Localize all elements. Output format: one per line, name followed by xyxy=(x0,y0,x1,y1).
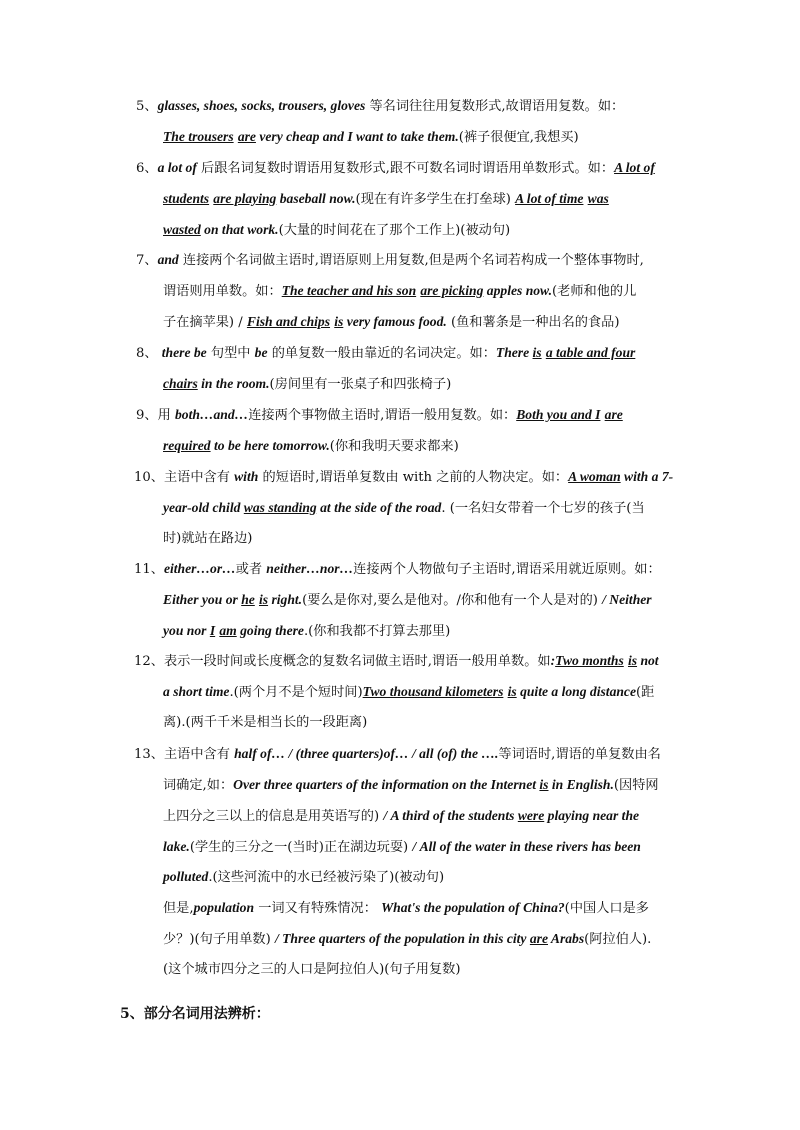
text-run: 离).(两千千米是相当长的一段距离) xyxy=(163,715,368,730)
text-run: Two thousand kilometers xyxy=(362,684,504,699)
text-run: are xyxy=(529,931,548,946)
text-run: year-old child xyxy=(163,500,244,515)
text-run: (因特网 xyxy=(613,778,659,793)
text-run: wasted xyxy=(163,222,201,237)
text-run: What's the population of China? xyxy=(381,900,565,915)
text-run: .(你和我都不打算去那里) xyxy=(303,624,451,639)
text-run: is xyxy=(539,777,549,792)
text-run: in the room. xyxy=(197,376,270,391)
item-8-line-2 xyxy=(163,375,451,394)
item-5-line-2 xyxy=(163,128,579,147)
text-run: Arabs xyxy=(548,931,585,946)
text-run: very cheap and I want to take them. xyxy=(255,129,459,144)
text-run: were xyxy=(517,808,545,823)
text-run: right. xyxy=(268,592,303,607)
text-run: are playing xyxy=(213,191,277,206)
text-run: 连接两个事物做主语时,谓语一般用复数。如： xyxy=(248,408,517,423)
text-run: 连接两个人物做句子主语时,谓语采用就近原则。如： xyxy=(353,562,661,577)
text-run: 时)就站在路边) xyxy=(163,531,253,546)
text-run: (大量的时间花在了那个工作上)(被动句) xyxy=(278,223,511,238)
item-10-line-3 xyxy=(163,530,252,548)
item-5-line-1 xyxy=(136,97,624,116)
text-run: .(两个月不是个短时间) xyxy=(229,685,363,700)
item-6-line-3 xyxy=(163,221,510,240)
text-run: with a 7- xyxy=(620,469,674,484)
item-10-line-1 xyxy=(134,468,673,487)
item-7-line-2 xyxy=(163,282,636,301)
text-run: is xyxy=(258,592,269,607)
text-run: to be here tomorrow. xyxy=(210,438,330,453)
text-run: / Three quarters of the population in this city xyxy=(274,931,530,946)
text-run: lake. xyxy=(163,839,190,854)
text-run: 词确定,如： xyxy=(163,778,234,793)
text-run: I xyxy=(209,623,216,638)
item-7-line-1 xyxy=(136,251,644,270)
item-12-line-3 xyxy=(163,714,367,732)
text-run: 7、 xyxy=(136,253,158,268)
item-8-line-1 xyxy=(136,344,635,363)
text-run: . (一名妇女带着一个七岁的孩子(当 xyxy=(441,501,645,516)
text-run: 5、 xyxy=(136,99,158,114)
text-run: 9、用 xyxy=(136,408,175,423)
text-run: A woman xyxy=(568,469,621,484)
text-run: population xyxy=(193,900,255,915)
text-run: There xyxy=(495,345,533,360)
text-run: Either you or xyxy=(163,592,242,607)
text-run: (阿拉伯人). xyxy=(584,932,652,947)
text-run: : xyxy=(550,653,556,668)
item-7-line-3 xyxy=(163,313,620,332)
text-run: 11、 xyxy=(134,562,164,577)
item-13-line-5 xyxy=(163,868,444,887)
text-run: (老师和他的儿 xyxy=(552,284,637,299)
text-run: (你和我明天要求都来) xyxy=(329,439,459,454)
text-run: 6、 xyxy=(136,161,158,176)
text-run: 谓语则用单数。如： xyxy=(163,284,282,299)
text-run: both…and… xyxy=(174,407,249,422)
text-run: you nor xyxy=(163,623,210,638)
text-run: A lot of time xyxy=(515,191,584,206)
text-run: (这个城市四分之三的人口是阿拉伯人)(句子用复数) xyxy=(163,962,461,977)
text-run: very famous food. xyxy=(343,314,447,329)
text-run: is xyxy=(334,314,344,329)
text-run: 8、 xyxy=(136,346,162,361)
text-run: is xyxy=(507,684,517,699)
text-run: playing near the xyxy=(544,808,640,823)
text-run: baseball now. xyxy=(276,191,356,206)
text-run: 后跟名词复数时谓语用复数形式,跟不可数名词时谓语用单数形式。如： xyxy=(196,161,615,176)
item-6-line-2 xyxy=(163,190,609,209)
text-run: 少？)(句子用单数) xyxy=(163,932,275,947)
text-run: 或者 xyxy=(235,562,267,577)
text-run: am xyxy=(219,623,237,638)
text-run: is xyxy=(532,345,542,360)
text-run: 的短语时,谓语单复数由 with 之前的人物决定。如： xyxy=(258,470,569,485)
text-run: 一词又有特殊情况： xyxy=(254,901,382,916)
text-run: 但是, xyxy=(163,901,194,916)
text-run: in English. xyxy=(548,777,614,792)
text-run: at the side of the road xyxy=(316,500,442,515)
text-run: chairs xyxy=(163,376,198,391)
text-run: half of… / (three quarters)of… / all (of) the …. xyxy=(234,746,499,761)
text-run: (房间里有一张桌子和四张椅子) xyxy=(269,377,452,392)
text-run: 上四分之三以上的信息是用英语写的) xyxy=(163,809,384,824)
item-11-line-2 xyxy=(163,591,652,610)
item-13-line-4 xyxy=(163,838,641,857)
text-run: / All of the water in these rivers has been xyxy=(412,839,641,854)
text-run: (现在有许多学生在打垒球) xyxy=(355,192,516,207)
text-run: (鱼和薯条是一种出名的食品) xyxy=(446,315,620,330)
text-run: (裤子很便宜,我想买) xyxy=(458,130,579,145)
text-run: not xyxy=(637,653,659,668)
text-run: 13、主语中含有 xyxy=(134,747,235,762)
text-run: was standing xyxy=(243,500,317,515)
text-run: (要么是你对,要么是他对。/你和他有一个人是对的) xyxy=(302,593,603,608)
text-run: .(这些河流中的水已经被污染了)(被动句) xyxy=(208,870,445,885)
text-run: / Neither xyxy=(602,592,652,607)
item-13-line-2 xyxy=(163,776,659,795)
text-run: 12、表示一段时间或长度概念的复数名词做主语时,谓语一般用单数。如 xyxy=(134,654,551,669)
text-run: Both you and I xyxy=(516,407,601,422)
item-12-line-2 xyxy=(163,683,654,702)
text-run: either…or… xyxy=(163,561,236,576)
text-run: The teacher and his son xyxy=(281,283,417,298)
text-run: and xyxy=(157,252,179,267)
item-9-line-2 xyxy=(163,437,459,456)
text-run: are xyxy=(237,129,256,144)
text-run: students xyxy=(163,191,210,206)
text-run: a short time xyxy=(163,684,230,699)
text-run: (学生的三分之一(当时)正在湖边玩耍) xyxy=(189,840,413,855)
item-10-line-2 xyxy=(163,499,645,518)
text-run: 句型中 xyxy=(206,346,255,361)
item-13-line-7 xyxy=(163,930,651,949)
item-12-line-1 xyxy=(134,652,659,671)
text-run: with xyxy=(234,469,259,484)
text-run: be xyxy=(254,345,268,360)
text-run: is xyxy=(627,653,638,668)
text-run: 等词语时,谓语的单复数由名 xyxy=(498,747,661,762)
text-run: was xyxy=(587,191,609,206)
text-run: Fish and chips xyxy=(246,314,331,329)
text-run: required xyxy=(163,438,211,453)
text-run: glasses, shoes, socks, trousers, gloves xyxy=(157,98,366,113)
item-13-line-1 xyxy=(134,745,661,764)
item-11-line-3 xyxy=(163,622,450,641)
item-13-line-8 xyxy=(163,961,461,979)
text-run: 10、主语中含有 xyxy=(134,470,235,485)
text-run: (中国人口是多 xyxy=(564,901,649,916)
item-6-line-1 xyxy=(136,159,655,178)
text-run: The trousers xyxy=(163,129,234,144)
text-run: there be xyxy=(161,345,207,360)
item-11-line-1 xyxy=(134,560,661,579)
text-run: he xyxy=(241,592,255,607)
text-run: 的单复数一般由靠近的名词决定。如： xyxy=(267,346,496,361)
text-run: Over three quarters of the information on the Internet xyxy=(233,777,540,792)
text-run: are picking xyxy=(420,283,484,298)
text-run: going there xyxy=(236,623,304,638)
text-run: Two months xyxy=(555,653,624,668)
text-run: a lot of xyxy=(157,160,197,175)
item-9-line-1 xyxy=(136,406,623,425)
text-run: are xyxy=(604,407,623,422)
text-run: 等名词往往用复数形式,故谓语用复数。如： xyxy=(365,99,625,114)
text-run: quite a long distance xyxy=(516,684,637,699)
text-run: a table and four xyxy=(545,345,636,360)
text-run: (距 xyxy=(636,685,655,700)
text-run: polluted xyxy=(163,869,209,884)
item-13-line-6 xyxy=(163,899,649,918)
item-13-line-3 xyxy=(163,807,639,826)
text-run: neither…nor… xyxy=(266,561,354,576)
text-run: 连接两个名词做主语时,谓语原则上用复数,但是两个名词若构成一个整体事物时, xyxy=(178,253,644,268)
text-run: apples now. xyxy=(483,283,553,298)
text-run: / A third of the students xyxy=(383,808,518,823)
section-heading: 5、部分名词用法辨析： xyxy=(120,1006,270,1022)
text-run: A lot of xyxy=(614,160,655,175)
text-run: on that work. xyxy=(200,222,279,237)
text-run: 子在摘苹果) / xyxy=(163,315,247,330)
